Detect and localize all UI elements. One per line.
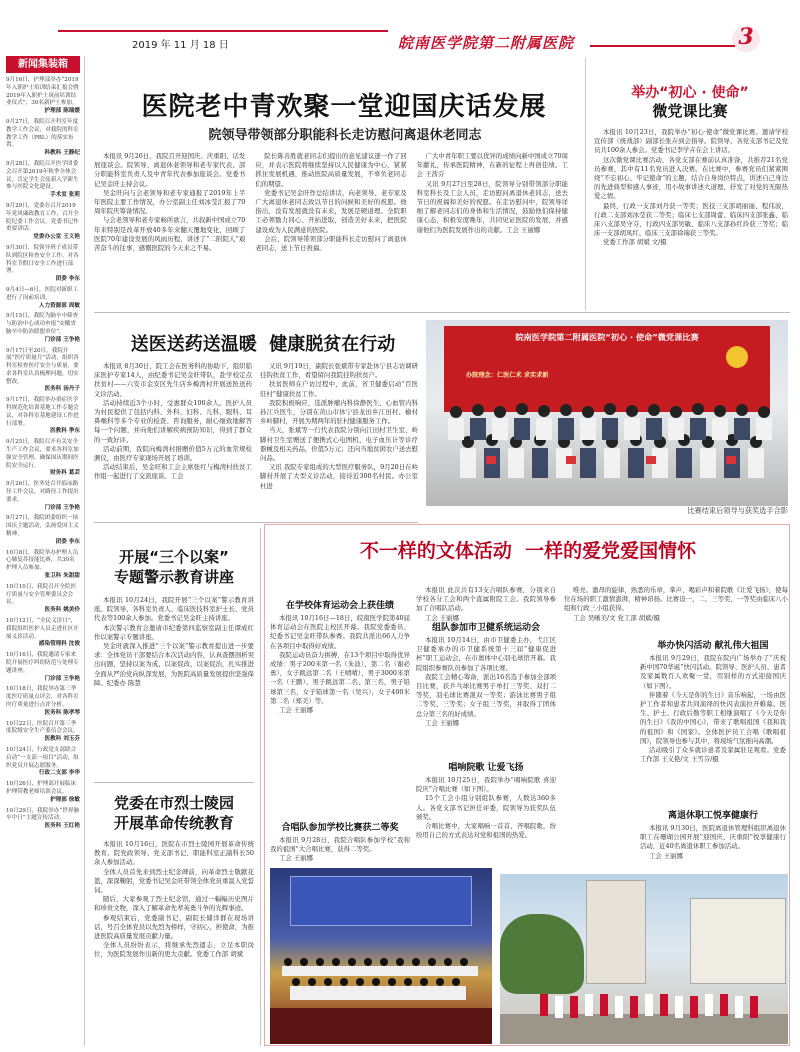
sidebar-news-author: 感染管理科 沈俊 bbox=[38, 641, 80, 648]
exam-article-body bbox=[94, 596, 254, 776]
contest-group-photo bbox=[426, 320, 788, 506]
sidebar-news-text: 9月17日，我院举办重症医学科规范化培训基地工作专题会议，对各科室基地建设工作进行部署。 bbox=[6, 397, 79, 427]
article-paragraph: 本报讯 9月29日，我院在院内广场举办了“庆祝新中国70华诞”快闪活动。院领导、医护人员、患者及家属数百人欢聚一堂，用别样的方式迎接国庆（如下图）。 bbox=[640, 654, 786, 690]
lead-subheadline: 院领导带领部分职能科长走访慰问离退休老同志 bbox=[208, 128, 482, 143]
sidebar-news-item bbox=[6, 287, 80, 310]
article-paragraph: 本报讯 9月30日，医院离退休管理科组织离退休职工在珊瑚公园开展“迎国庆、庆重阳”悦享健康行活动，近40名离退休职工参加活动。 bbox=[640, 824, 786, 851]
sidebar-news-author: 护理部 陈瑞媛 bbox=[44, 108, 80, 115]
paper-title: 皖南医学院第二附属医院 bbox=[398, 34, 575, 52]
sidebar-news-text: 10月16日，我院邀请专家来院开展医疗纠纷防范与处理专题讲座。 bbox=[6, 652, 79, 674]
sidebar-news-author: 人力资源部 周敏 bbox=[38, 302, 80, 309]
choir-rows bbox=[270, 948, 492, 1044]
sports-sub1-body bbox=[270, 614, 410, 804]
sports-sub6: 离退休职工悦享健康行 bbox=[667, 811, 758, 821]
tree-left bbox=[500, 914, 584, 994]
rule-1 bbox=[94, 312, 790, 313]
article-paragraph: 全体人员纷纷表示，将继承先烈遗志，立足本职岗位，为医院发展作出新的更大贡献。党委工作部 胡斌 bbox=[94, 941, 254, 959]
sidebar-news-text: 9月25日，我院召开有关安全生产工作会议，要求各科室加强安全管理，确保国庆期间医院安全运行。 bbox=[6, 439, 79, 469]
sidebar-news-item bbox=[6, 686, 80, 717]
article-paragraph: 合唱比赛中，大家唱响一首首、齐唱院歌，纷纷用自己的方式表达对党和祖国的热爱。 bbox=[416, 822, 556, 840]
page-number: 3 bbox=[738, 24, 754, 50]
publish-date: 2019 年 11 月 18 日 bbox=[132, 40, 229, 51]
sidebar-divider bbox=[84, 56, 85, 1046]
sidebar-news-item bbox=[6, 439, 80, 478]
article-paragraph: 又讯 9月27日至28日，院领导分别带领部分职能科室科长及工会人员，走访慰问离退休老同志，送去节日的祝福和美好的祝愿。在走访慰问中，院领导详细了解老同志们的身体和生活情况，鼓励他们保持健康心态，积极安度晚年，共同见证医院的发展，并感谢他们为医院发展作出的贡献。工会 王丽娜 bbox=[416, 179, 568, 234]
top-right-rule bbox=[590, 45, 735, 47]
exam-headline-2: 专题警示教育讲座 bbox=[113, 568, 234, 586]
article-paragraph: 本次警示教育会邀请市纪委第四监察室副主任谭成红作以案警示专题讲座。 bbox=[94, 623, 254, 641]
sports-sub2: 组队参加市卫健系统运动会 bbox=[431, 623, 540, 633]
red-headline-1: 党委在市烈士陵园 bbox=[113, 794, 234, 812]
sidebar-news-text: 10月12日，“全民义诊日”，我院组织医护人员走进社区开展义诊活动。 bbox=[6, 618, 79, 640]
sidebar-news-text: 9月30日，院领导班子成员带队到院区检查安全工作，对各科室节假日安全工作进行部署。 bbox=[6, 244, 79, 275]
article-paragraph: 我院工会精心筹备，派出16名选手参加全部项目比赛，获乒乓球比赛男子单打三等奖、双打二等奖，羽毛球比赛混双一等奖；游泳比赛男子组二等奖、三等奖；女子组三等奖，并取得了团体总分第三名的好成绩。 bbox=[416, 672, 556, 718]
stage-screen bbox=[290, 876, 472, 926]
article-paragraph: 15个工会小组分别组队参赛，人数达360多人。各党支部书记担任评委，院领导为获奖队伍颁奖。 bbox=[416, 794, 556, 821]
red-article-body bbox=[94, 840, 254, 1044]
article-paragraph: 参观结束后，党委副书记、副院长储洋群在现场讲话，号召全体党员以先烈为榜样，守初心、担使命，为推进医院高质量发展贡献力量。 bbox=[94, 913, 254, 941]
article-paragraph: 扶贫医师在户访过程中，此前，省卫健委启动“百医驻村”健康扶贫工作。 bbox=[260, 380, 418, 398]
article-paragraph: 吴金旺向与会老领导和老专家通报了2019年上半年医院主要工作情况，办公室副主任刘冰莹汇报了70周年院庆筹备情况。 bbox=[94, 188, 246, 216]
article-paragraph: 党委工作部 胡斌 文/摄 bbox=[602, 238, 667, 247]
people-group-shapes bbox=[426, 390, 788, 506]
sports-sub4-body bbox=[270, 836, 410, 863]
sidebar-news-item bbox=[6, 515, 80, 546]
sidebar-news-item bbox=[6, 808, 80, 831]
article-paragraph: 本报讯 10月23日，我院举办“初心·使命”微党课比赛。邀请学校宣传部（统战部）副部长张卉到会指导。院领导、各党支部书记及党员共100余人参会。党委书记李学卉在会上讲话。 bbox=[594, 128, 788, 155]
sidebar-news-text: 10月24日，行政党支部联合启动“一支部一项目”活动，组织党员开展志愿服务。 bbox=[6, 746, 79, 769]
article-paragraph: 工会 王丽娜 bbox=[424, 718, 459, 727]
sidebar-news-item bbox=[6, 618, 80, 649]
sidebar-news-text: 9月27日，我院召开科室年度教学工作会议，对我院的科室教学工作（PBL）的落实布置。 bbox=[6, 118, 79, 149]
sidebar-news-item bbox=[6, 348, 80, 395]
sidebar-news-text: 9月4日—6日，医院对新职工进行了岗前培训。 bbox=[6, 286, 79, 301]
article-paragraph: 活动持续近3个小时，受惠群众100余人。医护人员为村民提供了包括内科、外科、妇科、儿科、眼科、耳鼻喉科等多个专业的检查、咨询服务，耐心细致地解答每一个问题，并向他们讲解疾病预防知识，得到了群众的一致好评。 bbox=[94, 398, 252, 444]
sidebar-news-author: 医教科 季东 bbox=[50, 428, 80, 435]
news-sidebar bbox=[6, 56, 80, 1046]
article-paragraph: 随后，大家参观了烈士纪念馆，通过一幅幅历史图片和珍贵文物，深入了解革命先辈英勇斗争的光辉事迹。 bbox=[94, 895, 254, 913]
sidebar-news-item bbox=[6, 652, 80, 683]
top-left-rule bbox=[58, 30, 388, 32]
article-paragraph: 当天，张斌等一行代表我院分别向江田村卫生室、岭脚村卫生室赠送了便携式心电图机、电子血压计等诊疗器械及相关药品，价值5万元；还向当地贫困农户送去慰问品。 bbox=[260, 426, 418, 463]
article-paragraph: 本报讯 10月16日，医院在市烈士陵园开展革命传统教育。院党政领导、党支部书记、职能科室正副科长50余人参加活动。 bbox=[94, 840, 254, 867]
sports-sub2-body bbox=[416, 636, 556, 752]
article-paragraph: 又讯 9月19日，副院长张斌带专家赴休宁县志访调研挂钩扶贫工作，看望留问我院挂钩扶贫户。 bbox=[260, 362, 418, 380]
article-paragraph: 党委书记吴金旺作总结讲话，向老领导、老专家及广大离退休老同志致以节日的问候和美好的祝愿。他指出，没有发展就没有未来，发展是硬道理。全院职工必须勠力同心、开拓进取，创造美好未来，把医院建设成为人民满意的医院。 bbox=[255, 188, 407, 234]
sidebar-news-text: 9月28日，我院召开医学团委会召开第2019年秋季全体会议，肯定学生会及新入学新生参与医院文化建设。 bbox=[6, 160, 79, 191]
sidebar-news-author: 团委 李东 bbox=[55, 276, 80, 283]
sidebar-news-author: 科教科 王静纪 bbox=[44, 150, 80, 157]
photo-caption: 比赛结束后领导与获奖选手合影 bbox=[687, 506, 788, 515]
sidebar-news-text: 10月22日，医院召开第三季度院级安全生产委员会会议。 bbox=[6, 720, 79, 735]
hospital-building bbox=[586, 880, 646, 984]
article-paragraph: 活动前期，我院向梅湾村捐赠价值5万元的血常规检测仪，由医疗专家现场开展了培训。 bbox=[94, 444, 252, 463]
article-paragraph: 这次微党课比赛活动，各党支部在赛前认真准备，共推荐21名党员参赛，其中有11名党员进入决赛。在比赛中，参赛党员们紧紧围绕“不忘初心、牢记使命”的主题，结合自身岗位特点，讲述自己身边的先进典型和感人事迹，用小故事讲述大道理，抒发了对党的无限热爱之情。 bbox=[594, 155, 788, 201]
article-paragraph: 广大中青年职工要以优异的成绩向新中国成立70周年献礼，传承医院精神，在新的征程上再创佳绩。工会 王茜芬 bbox=[416, 152, 568, 179]
sidebar-news-author: 门诊部 王争艳 bbox=[44, 336, 80, 343]
article-paragraph: 我院运动员奋力拼搏，在13个项目中取得优异成绩：男子200米第一名（朱波）、第二名（谢必勇），女子跳远第二名（王晴晴），男子3000米第一名（王鹏）、男子跳远第二名、第三名，男子铅球第三名，女子铅球第一名（吴兴），女子400米第二名（郑美）等。 bbox=[270, 650, 410, 705]
article-paragraph: 工会 王丽娜 bbox=[648, 851, 683, 860]
sidebar-news-item bbox=[6, 584, 80, 615]
article-paragraph: 本报讯 9月28日，我院合唱队参加学校“我和我的祖国”大合唱比赛，获得二等奖。 bbox=[270, 836, 410, 854]
article-paragraph: 本报讯 10月16日—18日，皖南医学院第40届体育运动会在医院主校区开幕。我院党委委员、纪委书记吴金旺带队参赛。我院共派出66人力争在各项目中取得好成绩。 bbox=[270, 614, 410, 650]
sidebar-news-author: 手术室 张莉 bbox=[50, 192, 80, 199]
sidebar-news-item bbox=[6, 77, 80, 116]
sports-sub5: 举办快闪活动 献礼伟大祖国 bbox=[657, 641, 769, 651]
article-paragraph: 伴随着《今天是你的生日》音乐响起，一场由医护工作者和患者共同演绎的快闪表演拉开帷幕。医生、护士、行政后勤等职工相继演唱了《今天是你的生日》《我的中国心》，带来了歌唱祖国《我和我的祖国》和《国家》。全体医护员工合唱《歌唱祖国》，院领导也参与其中，将现场气氛推向高潮。 bbox=[640, 690, 786, 745]
sports-sub5-body bbox=[640, 654, 786, 804]
lead-article-body bbox=[94, 152, 568, 304]
exam-headline-1: 开展“三个以案” bbox=[119, 548, 229, 566]
sidebar-news-text: 9月15日，我院为脑卒中筛查与防治中心成功申报“安徽省脑卒中防治联盟单位”。 bbox=[6, 313, 79, 335]
sidebar-news-text: 10月26日，护理部开展临床护理带教老师培训会议。 bbox=[6, 781, 77, 795]
sports-sub3: 唱响院歌 让爱飞扬 bbox=[448, 763, 524, 773]
sidebar-news-text: 9月17日至20日，我院开展“医疗质量月”活动，组织各科室检查医疗安全与质量，要求各科室认真梳理问题，切实整改。 bbox=[6, 347, 79, 385]
sidebar-news-text: 9月27日，我院团委组织一场国庆主题活动，弘扬爱国主义精神。 bbox=[6, 515, 79, 538]
sidebar-news-item bbox=[6, 747, 80, 778]
dancers-group bbox=[500, 984, 788, 1044]
article-paragraph: 活动结束后，吴金旺和工会主席张红与梅湾村扶贫工作组一起进行了交流座谈。工会 bbox=[94, 463, 252, 481]
sports-sub4: 合唱队参加学校比赛获二等奖 bbox=[281, 823, 399, 833]
sidebar-news-item bbox=[6, 161, 80, 200]
sidebar-news-author: 行政二支部 李华 bbox=[38, 770, 80, 777]
article-paragraph: 唯亮。激昂的旋律，熟悉的乐章，掌声、喝彩声和着院歌《让爱飞扬》，使每位在场的职工激情澎湃，精神昂扬。比赛设一、二、三等奖，一等奖由临床八小组和行政三小组获得。 bbox=[564, 586, 788, 613]
article-paragraph: 吴金旺就深入推进“三个以案”警示教育提出进一步要求：全体党员干部要结合本次活动内容，认真查摆剖析突出问题，坚持以案为戒、以案促改、以案促治，扎实推进全面从严治党向纵深发展，为医院高质量发展提供坚强保障。纪委办 陈慧 bbox=[94, 642, 254, 687]
article-paragraph: 本报讯 8月30日，院工会在医务科的协助下，组织临床医护专家14人，由纪委书记吴金旺带队，赴学校定点扶贫村——六安市金安区先生店乡梅湾村开展送医送药义诊活动。 bbox=[94, 362, 252, 398]
sidebar-news-item bbox=[6, 203, 80, 242]
sports-sub6-body bbox=[640, 824, 786, 870]
sidebar-news-author: 医务科 汤丹子 bbox=[44, 386, 80, 393]
sports-sub3-body bbox=[416, 776, 556, 864]
lead-headline: 医院老中青欢聚一堂迎国庆话发展 bbox=[141, 92, 547, 122]
article-paragraph: 全体人员首先来到烈士纪念碑前，向革命烈士敬献花篮，深深鞠躬，党委书记吴金旺带领全体党员重温入党誓词。 bbox=[94, 867, 254, 895]
sidebar-list bbox=[6, 77, 80, 1042]
sports-col3-body bbox=[416, 586, 556, 622]
sports-headline: 不一样的文体活动 一样的爱党爱国情怀 bbox=[359, 540, 697, 562]
sidebar-news-item bbox=[6, 119, 80, 158]
sidebar-news-author: 财务科 葛芸 bbox=[50, 470, 80, 477]
sports-col4-body bbox=[564, 586, 788, 628]
sidebar-news-item bbox=[6, 397, 80, 436]
sidebar-news-item bbox=[6, 781, 80, 804]
article-paragraph: 本报讯 10月25日，我院举办“唱响院歌 喜迎院庆”合唱比赛（如下图）。 bbox=[416, 776, 556, 794]
right-article-body bbox=[594, 128, 788, 312]
sidebar-news-author: 门诊部 王争艳 bbox=[44, 504, 80, 511]
photo-banner-subtext: 办院理念：仁医仁术 求实求新 bbox=[466, 372, 549, 379]
article-paragraph: 我院积极响应，选派肿瘤内科徐静医生、心血管内科孙江兵医生，分别在黄山市休宁县龙田乡江田村、榆村乡岭脚村，开展为期两年的驻村健康服务工作。 bbox=[260, 398, 418, 426]
rule-3 bbox=[94, 782, 254, 783]
right-headline-2: 微党课比赛 bbox=[652, 102, 728, 120]
article-paragraph: 与会老领导和老专家畅所欲言，共叙新中国成立70年来特别是改革开放40多年来翻天覆地变化，回顾了医院70年建设发展的风雨历程，讲述了“二附院人”艰苦奋斗的往事，感慨医院的今天来之不易。 bbox=[94, 216, 246, 253]
bottom-left-divider bbox=[260, 528, 261, 1046]
party-emblem-icon bbox=[726, 346, 748, 368]
sidebar-news-text: 10月18日，我院举办第三季度医疗质量点评会，对各科室医疗质量进行点评分析。 bbox=[6, 686, 79, 708]
sidebar-news-text: 10月8日，我院举办护理人员心肺复苏技能比赛，共30名护理人员参加。 bbox=[6, 549, 79, 572]
article-paragraph: 又讯 我院专家组成的大型医疗服务队，9月20日在岭脚村开展了大型义诊活动，接待近300名村民。办公室 杜进 bbox=[260, 463, 418, 490]
sidebar-news-author: 医务科 姚美伶 bbox=[44, 607, 80, 614]
sidebar-news-author: 医务科 王红艳 bbox=[44, 823, 80, 830]
sidebar-news-author: 医务科 陈孝琴 bbox=[44, 709, 80, 716]
sidebar-news-author: 护理部 徐敏 bbox=[50, 796, 80, 803]
right-headline-1: 举办“初心 · 使命” bbox=[631, 85, 749, 101]
sidebar-news-item bbox=[6, 721, 80, 744]
masthead bbox=[0, 0, 800, 54]
sports-sub1: 在学校体育运动会上获佳绩 bbox=[285, 601, 394, 611]
hospital-building-right bbox=[690, 898, 786, 984]
sidebar-news-text: 10月10日，我院召开全院医疗质量与安全管理委员会会议。 bbox=[6, 583, 77, 606]
sidebar-news-text: 9月16日，护理部举办“2019年入职护士培训结束汇报会暨2019年入职护士岗前培训结业仪式”，30名新护士参加。 bbox=[6, 77, 79, 107]
sidebar-news-author: 医教科 刘玉芬 bbox=[44, 736, 80, 743]
sidebar-news-author: 张卫科 朱甜甜 bbox=[44, 573, 80, 580]
choir-stage-photo bbox=[270, 868, 492, 1044]
article-paragraph: 工会 吴晰美/文 党工部 胡斌/摄 bbox=[572, 613, 661, 622]
flash-mob-photo bbox=[500, 874, 788, 1044]
sidebar-news-author: 门诊部 王争艳 bbox=[44, 675, 80, 682]
article-paragraph: 活动吸引了众多就诊患者及家属驻足观看。党委工作部 王义艳/文 王雪芬/摄 bbox=[640, 746, 786, 764]
article-paragraph: 本报讯 10月14日，由市卫健委主办，弋江区卫健委承办的市卫健系统第十三届“健康促进杯”职工运动会，在市奥体中心羽毛球馆开幕。我院组织参赛队员参加了各项比赛。 bbox=[416, 636, 556, 672]
photo-banner-text: 皖南医学院第二附属医院“初心 · 使命”微党课比赛 bbox=[515, 332, 699, 342]
sidebar-news-item bbox=[6, 313, 80, 344]
article-paragraph: 工会 王丽娜 bbox=[278, 854, 313, 863]
sidebar-news-text: 9月26日，医务处召开临床路径工作会议，对路径工作提出要求。 bbox=[6, 481, 79, 503]
article-paragraph: 院长陈善胜就老同志们提出的意见建议逐一作了回应，并表示医院将继续坚持以人民健康为中心，紧紧抓住发展机遇，推动医院高质量发展，不辜负老同志们的期望。 bbox=[255, 152, 407, 188]
rule-2 bbox=[94, 522, 418, 523]
article-paragraph: 本报讯 9月26日，我院召开迎国庆、庆重阳、话发展座谈会。院领导、离退休老领导和老专家代表、部分职能科室负责人及中青年代表参加座谈会。党委书记吴金旺主持会议。 bbox=[94, 152, 246, 188]
article-paragraph: 本报讯 10月24日，我院开展“三个以案”警示教育讲座。院领导、各科室负责人、临床医技科室护士长、党员代表等100余人参加。党委书记吴金旺主持讲座。 bbox=[94, 596, 254, 623]
sidebar-title: 新闻集装箱 bbox=[6, 56, 80, 73]
sidebar-news-author: 团委 李东 bbox=[55, 538, 80, 545]
right-column-divider bbox=[585, 58, 586, 310]
medical-headline: 送医送药送温暖 健康脱贫在行动 bbox=[130, 334, 396, 355]
article-paragraph: 工会 王丽娜 bbox=[278, 706, 313, 715]
sidebar-news-item bbox=[6, 481, 80, 512]
red-headline-2: 开展革命传统教育 bbox=[113, 814, 234, 832]
article-paragraph: 会后，院领导带领部分职能科长走访慰问了离退休老同志，送上节日祝福。 bbox=[255, 234, 407, 253]
article-paragraph: 本报讯 此次共有13支合唱队参赛，分别来自学校各分工会和两个直属附院工会。我院领导参加了合唱队活动。 bbox=[416, 586, 556, 613]
article-paragraph: 最终，行政一支部刘丹获一等奖；医技三支部胡丽丽、程伟波，行政二支部刘冰莹获二等奖；临床七支部周蕾、临床四支部张鑫、临床六支部吴守芬，行政四支部吴敏、临床八支部孙红玲获三等奖；临床一支部胡凤红、临床三支部徐瑞获三等奖。 bbox=[594, 201, 788, 238]
sidebar-news-author: 党委办公室 王义艳 bbox=[33, 234, 80, 241]
sidebar-news-text: 10月29日，我院举办“世界脑卒中日”主题宣传活动。 bbox=[6, 807, 80, 822]
medical-article-body bbox=[94, 362, 418, 520]
sidebar-news-item bbox=[6, 550, 80, 581]
sidebar-news-text: 9月29日，党委在召开2019年党风廉政教育工作，召开全院纪委工作会议，党委书记作重要讲话。 bbox=[6, 202, 79, 233]
sidebar-news-item bbox=[6, 245, 80, 284]
article-paragraph: 工会 王丽娜 bbox=[424, 613, 459, 622]
